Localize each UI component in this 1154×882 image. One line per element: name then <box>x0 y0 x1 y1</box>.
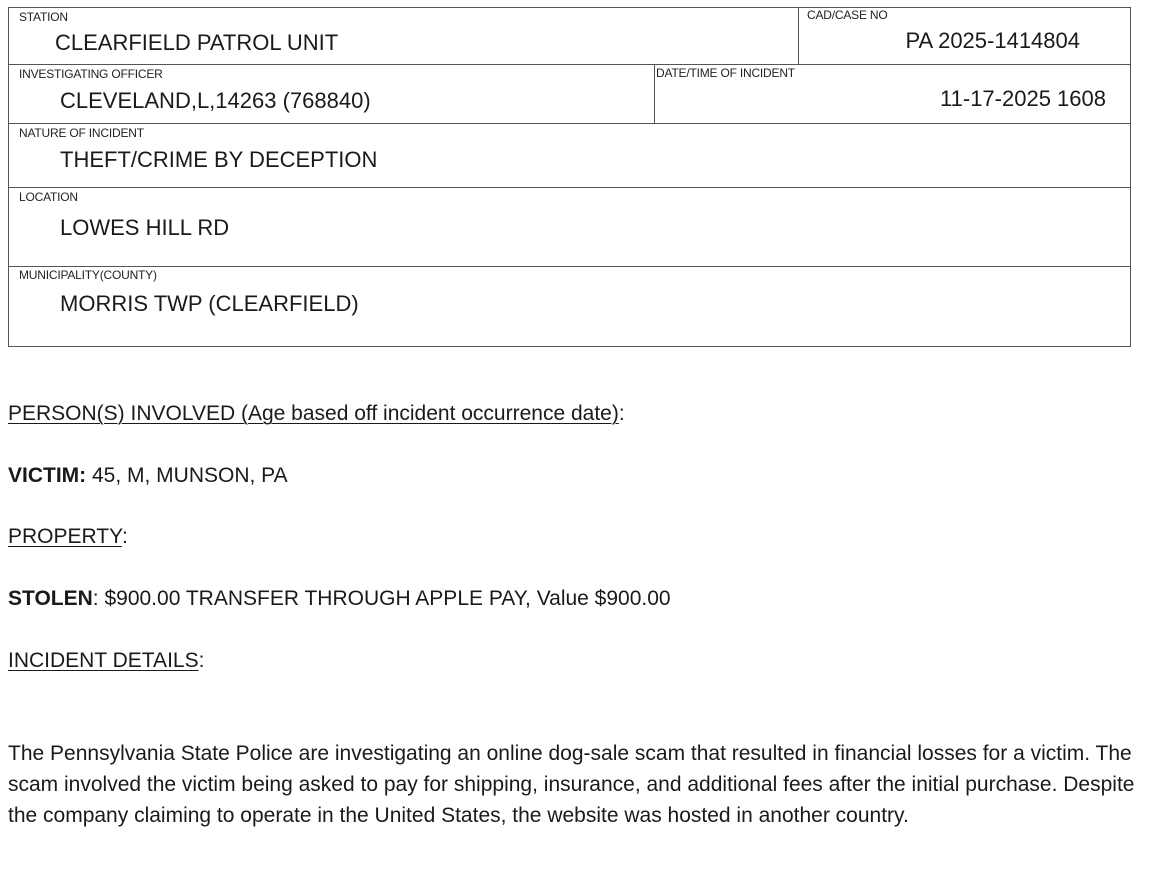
property-heading-line: PROPERTY: <box>8 525 128 548</box>
victim-value: 45, M, MUNSON, PA <box>86 464 288 487</box>
column-divider <box>654 64 655 123</box>
location-value: LOWES HILL RD <box>60 215 230 240</box>
persons-heading-line: PERSON(S) INVOLVED (Age based off incident occurrence date): <box>8 402 625 425</box>
row-divider <box>9 64 1130 65</box>
case-no-value: PA 2025-1414804 <box>905 28 1080 53</box>
details-heading-line: INCIDENT DETAILS: <box>8 649 205 672</box>
municipality-value: MORRIS TWP (CLEARFIELD) <box>60 291 359 316</box>
location-label: LOCATION <box>19 190 78 204</box>
victim-line <box>8 464 288 488</box>
stolen-value: : $900.00 TRANSFER THROUGH APPLE PAY, Value $900.00 <box>92 587 671 610</box>
persons-heading: PERSON(S) INVOLVED (Age based off incident occurrence date) <box>8 402 619 425</box>
column-divider <box>798 8 799 64</box>
nature-value: THEFT/CRIME BY DECEPTION <box>60 147 378 172</box>
case-no-label: CAD/CASE NO <box>807 8 888 22</box>
station-label: STATION <box>19 10 68 24</box>
officer-value: CLEVELAND,L,14263 (768840) <box>60 88 371 113</box>
victim-label: VICTIM: <box>8 464 87 487</box>
details-heading: INCIDENT DETAILS <box>8 649 199 672</box>
incident-details-paragraph: The Pennsylvania State Police are investigating an online dog-sale scam that resulted in financial losses for a victim. The scam involved the victim being asked to pay for shipping, insurance, and additional fees after the initial purchase. Despite the company claiming to operate in the United States, the website was hosted in another country. <box>8 742 1135 827</box>
officer-label: INVESTIGATING OFFICER <box>19 67 163 81</box>
property-heading: PROPERTY <box>8 525 122 548</box>
datetime-label: DATE/TIME OF INCIDENT <box>656 66 795 80</box>
incident-header-form <box>8 7 1131 347</box>
row-divider <box>9 266 1130 267</box>
station-value: CLEARFIELD PATROL UNIT <box>55 30 339 55</box>
stolen-label: STOLEN <box>8 587 93 610</box>
municipality-label: MUNICIPALITY(COUNTY) <box>19 268 157 282</box>
row-divider <box>9 187 1130 188</box>
nature-label: NATURE OF INCIDENT <box>19 126 144 140</box>
datetime-value: 11-17-2025 1608 <box>940 86 1106 111</box>
row-divider <box>9 123 1130 124</box>
stolen-line <box>8 587 671 611</box>
